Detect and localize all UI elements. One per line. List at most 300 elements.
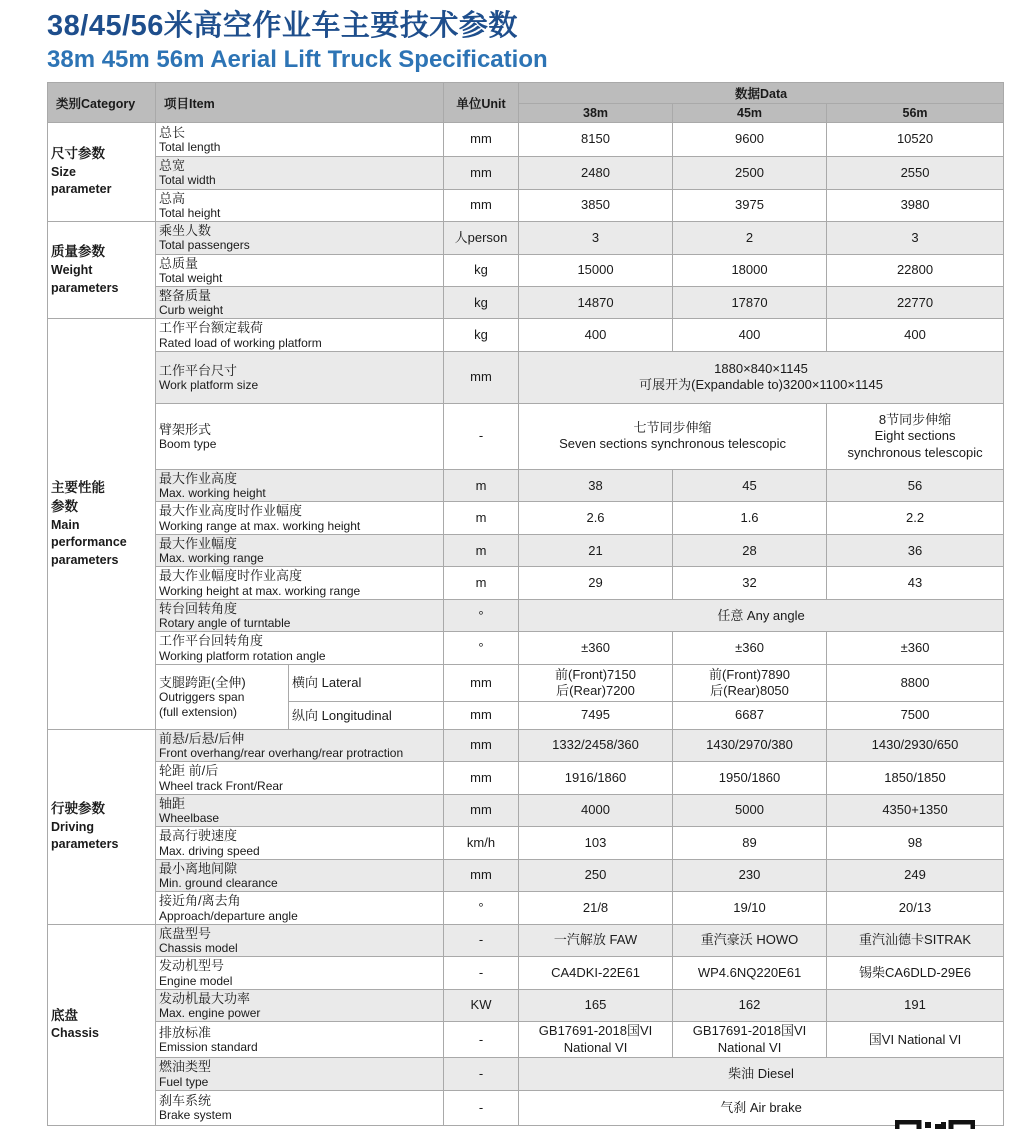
cell-text: Total passengers xyxy=(159,238,250,253)
unit-cell xyxy=(444,827,519,859)
table-row xyxy=(48,632,1004,664)
data-cell xyxy=(519,189,673,221)
cell-text: 2.6 xyxy=(586,510,605,526)
item-cell xyxy=(156,1022,444,1058)
cell-text: mm xyxy=(470,867,492,883)
cell-text: mm xyxy=(470,769,492,785)
cell-text: Work platform size xyxy=(159,378,259,393)
data-cell xyxy=(519,664,673,701)
category-cell xyxy=(48,222,156,319)
cell-text: - xyxy=(478,1065,484,1081)
data-cell xyxy=(519,469,673,501)
unit-cell xyxy=(444,1058,519,1090)
data-cell xyxy=(673,924,827,956)
data-cell xyxy=(519,632,673,664)
cell-text: 17870 xyxy=(731,294,768,310)
data-cell xyxy=(827,319,1004,351)
category-cell xyxy=(48,924,156,1125)
data-cell xyxy=(827,123,1004,157)
cell-text: ±360 xyxy=(581,639,610,655)
cell-text: Seven sections synchronous telescopic xyxy=(559,436,786,452)
data-cell xyxy=(673,701,827,729)
cell-text: 32 xyxy=(742,575,757,591)
data-cell xyxy=(519,222,673,254)
table-row xyxy=(48,403,1004,469)
table-row xyxy=(48,827,1004,859)
data-cell xyxy=(519,957,673,989)
header-category: 类别Category xyxy=(48,83,156,123)
cell-text: mm xyxy=(470,707,492,723)
cell-text: m xyxy=(475,477,487,493)
table-row xyxy=(48,664,1004,701)
cell-text: 气刹 Air brake xyxy=(720,1099,802,1115)
unit-cell xyxy=(444,157,519,189)
cell-text: 7500 xyxy=(900,707,930,723)
cell-text: 行驶参数 xyxy=(51,800,105,816)
item-cell xyxy=(156,502,444,534)
unit-cell xyxy=(444,701,519,729)
data-cell xyxy=(519,157,673,189)
cell-text: mm xyxy=(470,737,492,753)
cell-text: ° xyxy=(478,607,484,623)
cell-text: 1332/2458/360 xyxy=(552,737,639,753)
data-cell xyxy=(827,1022,1004,1058)
cell-text: 19/10 xyxy=(733,899,766,915)
data-cell xyxy=(827,957,1004,989)
cell-text: 191 xyxy=(904,997,926,1013)
cell-text: 柴油 Diesel xyxy=(728,1065,794,1081)
table-row xyxy=(48,892,1004,924)
data-cell xyxy=(519,254,673,286)
cell-text: 燃油类型 xyxy=(159,1059,212,1075)
cell-text: 总长 xyxy=(159,124,186,140)
cell-text: 重汽汕德卡SITRAK xyxy=(859,932,972,948)
cell-text: 8150 xyxy=(581,131,610,147)
item-cell xyxy=(156,664,289,729)
table-row xyxy=(48,286,1004,318)
cell-text: 七节同步伸缩 xyxy=(633,420,712,436)
data-cell xyxy=(827,502,1004,534)
cell-text: Rotary angle of turntable xyxy=(159,616,291,631)
table-row xyxy=(48,254,1004,286)
specification-table xyxy=(47,82,1004,1126)
cell-text: 103 xyxy=(584,834,607,850)
header-column-45m: 45m xyxy=(673,104,827,123)
cell-text: 轴距 xyxy=(159,795,186,811)
cell-text: 1916/1860 xyxy=(564,769,627,785)
cell-text: kg xyxy=(474,262,488,278)
unit-cell xyxy=(444,892,519,924)
data-cell xyxy=(827,701,1004,729)
cell-text: parameters xyxy=(51,837,119,852)
data-cell xyxy=(673,567,827,599)
data-cell xyxy=(519,123,673,157)
cell-text: parameters xyxy=(51,552,119,567)
cell-text: Size xyxy=(51,164,77,179)
unit-cell xyxy=(444,567,519,599)
table-row xyxy=(48,567,1004,599)
cell-text: ±360 xyxy=(735,639,764,655)
cell-text: Working height at max. working range xyxy=(159,583,361,598)
category-cell xyxy=(48,319,156,729)
data-cell xyxy=(827,762,1004,794)
cell-text: GB17691-2018国VI xyxy=(538,1023,653,1039)
cell-text: 最小离地间隙 xyxy=(159,860,238,876)
table-row xyxy=(48,319,1004,351)
cell-text: 重汽豪沃 HOWO xyxy=(700,932,799,948)
cell-text: Max. working range xyxy=(159,551,264,566)
unit-cell xyxy=(444,762,519,794)
cell-text: Fuel type xyxy=(159,1074,209,1089)
cell-text: 3850 xyxy=(581,197,610,213)
cell-text: 400 xyxy=(738,327,761,343)
cell-text: 底盘型号 xyxy=(159,925,212,941)
cell-text: 400 xyxy=(584,327,607,343)
unit-cell xyxy=(444,1090,519,1125)
item-cell xyxy=(156,1090,444,1125)
cell-text: 发动机最大功率 xyxy=(159,990,251,1006)
cell-text: Working range at max. working height xyxy=(159,518,361,533)
item-cell xyxy=(156,403,444,469)
cell-text: Chassis model xyxy=(159,941,238,956)
data-cell xyxy=(673,632,827,664)
cell-text: Front overhang/rear overhang/rear protraction xyxy=(159,746,404,761)
table-row xyxy=(48,989,1004,1021)
data-cell xyxy=(673,762,827,794)
cell-text: 7495 xyxy=(581,707,610,723)
item-cell xyxy=(156,859,444,891)
cell-text: Wheel track Front/Rear xyxy=(159,778,284,793)
cell-text: m xyxy=(475,510,487,526)
cell-text: WP4.6NQ220E61 xyxy=(697,964,802,980)
cell-text: 5000 xyxy=(735,802,764,818)
table-row xyxy=(48,534,1004,566)
cell-text: mm xyxy=(470,674,492,690)
cell-text: 质量参数 xyxy=(51,244,105,260)
data-cell xyxy=(673,794,827,826)
cell-text: ±360 xyxy=(900,639,930,655)
cell-text: 臂架形式 xyxy=(159,421,212,437)
item-cell xyxy=(156,469,444,501)
unit-cell xyxy=(444,957,519,989)
item-cell xyxy=(156,534,444,566)
cell-text: km/h xyxy=(466,834,496,850)
cell-text: Approach/departure angle xyxy=(159,908,298,923)
cell-text: mm xyxy=(470,369,492,385)
table-row xyxy=(48,957,1004,989)
title-block xyxy=(0,0,1028,75)
data-cell xyxy=(673,957,827,989)
cell-text: 10520 xyxy=(896,131,934,147)
page-title-english: 38m 45m 56m Aerial Lift Truck Specification xyxy=(47,46,548,74)
cell-text: Working platform rotation angle xyxy=(159,648,326,663)
table-row xyxy=(48,157,1004,189)
cell-text: 38 xyxy=(588,477,603,493)
cell-text: 45 xyxy=(742,477,757,493)
unit-cell xyxy=(444,599,519,631)
data-cell xyxy=(673,1022,827,1058)
cell-text: 21/8 xyxy=(582,899,609,915)
cell-text: Min. ground clearance xyxy=(159,876,278,891)
cell-text: 29 xyxy=(588,575,603,591)
data-cell xyxy=(673,989,827,1021)
cell-text: 43 xyxy=(907,575,923,591)
unit-cell xyxy=(444,351,519,403)
cell-text: 底盘 xyxy=(51,1007,78,1023)
cell-text: 36 xyxy=(907,542,923,558)
cell-text: 刹车系统 xyxy=(159,1092,212,1108)
cell-text: 后(Rear)8050 xyxy=(710,682,789,698)
data-cell xyxy=(673,123,827,157)
cell-text: Total weight xyxy=(159,270,223,285)
data-cell xyxy=(519,701,673,729)
cell-text: Total width xyxy=(159,173,216,188)
data-cell xyxy=(827,534,1004,566)
table-row xyxy=(48,222,1004,254)
cell-text: mm xyxy=(470,802,492,818)
data-cell xyxy=(519,1022,673,1058)
item-cell xyxy=(156,567,444,599)
table-row xyxy=(48,762,1004,794)
cell-text: 人person xyxy=(454,229,508,245)
data-cell xyxy=(519,319,673,351)
cell-text: 最大作业高度时作业幅度 xyxy=(159,503,303,519)
cell-text: mm xyxy=(470,197,492,213)
cell-text: 最大作业幅度时作业高度 xyxy=(159,568,303,584)
unit-cell xyxy=(444,319,519,351)
data-cell xyxy=(827,222,1004,254)
cell-text: 3975 xyxy=(735,197,764,213)
table-row xyxy=(48,502,1004,534)
cell-text: 56 xyxy=(907,477,923,493)
cell-text: 1430/2930/650 xyxy=(871,737,959,753)
page-title-chinese: 38/45/56米高空作业车主要技术参数 xyxy=(47,10,518,42)
data-cell xyxy=(827,632,1004,664)
cell-text: (full extension) xyxy=(159,704,238,719)
cell-text: Engine model xyxy=(159,973,233,988)
cell-text: 21 xyxy=(588,542,603,558)
data-cell xyxy=(519,827,673,859)
cell-text: Max. working height xyxy=(159,486,266,501)
cell-text: National VI xyxy=(717,1039,782,1055)
qr-code-icon xyxy=(895,1120,975,1129)
unit-cell xyxy=(444,1022,519,1058)
cell-text: ° xyxy=(478,639,484,655)
item-cell xyxy=(156,222,444,254)
data-cell xyxy=(519,892,673,924)
cell-text: 任意 Any angle xyxy=(717,607,805,623)
cell-text: 主要性能 xyxy=(51,480,105,496)
item-cell xyxy=(156,599,444,631)
table-row xyxy=(48,469,1004,501)
item-cell xyxy=(156,1058,444,1090)
data-cell xyxy=(673,729,827,761)
item-cell xyxy=(156,632,444,664)
cell-text: 162 xyxy=(738,997,761,1013)
unit-cell xyxy=(444,469,519,501)
data-cell xyxy=(673,664,827,701)
cell-text: - xyxy=(478,1099,484,1115)
data-cell xyxy=(519,534,673,566)
cell-text: 4000 xyxy=(581,802,610,818)
cell-text: parameter xyxy=(51,182,112,197)
cell-text: mm xyxy=(470,131,492,147)
cell-text: - xyxy=(478,964,484,980)
cell-text: 可展开为(Expandable to)3200×1100×1145 xyxy=(639,377,883,393)
cell-text: 前(Front)7150 xyxy=(555,666,636,682)
cell-text: 接近角/离去角 xyxy=(159,893,241,909)
cell-text: GB17691-2018国VI xyxy=(692,1023,807,1039)
data-cell xyxy=(827,189,1004,221)
unit-cell xyxy=(444,403,519,469)
unit-cell xyxy=(444,534,519,566)
item-cell xyxy=(156,892,444,924)
cell-text: Brake system xyxy=(159,1108,232,1123)
table-row xyxy=(48,1022,1004,1058)
cell-text: m xyxy=(475,575,487,591)
cell-text: Weight xyxy=(51,263,93,278)
table-row xyxy=(48,859,1004,891)
table-row xyxy=(48,924,1004,956)
unit-cell xyxy=(444,989,519,1021)
cell-text: 98 xyxy=(907,834,923,850)
cell-text: 整备质量 xyxy=(159,287,212,303)
data-cell xyxy=(827,892,1004,924)
cell-text: 89 xyxy=(742,834,757,850)
cell-text: 18000 xyxy=(731,262,768,278)
cell-text: 1850/1850 xyxy=(884,769,946,785)
cell-text: 2480 xyxy=(581,164,610,180)
table-header xyxy=(48,83,1004,123)
data-cell xyxy=(827,157,1004,189)
cell-text: 支腿跨距(全伸) xyxy=(159,675,246,691)
cell-text: Wheelbase xyxy=(159,811,220,826)
cell-text: Rated load of working platform xyxy=(159,335,322,350)
subitem-cell xyxy=(289,664,444,701)
cell-text: 28 xyxy=(742,542,757,558)
unit-cell xyxy=(444,794,519,826)
cell-text: synchronous telescopic xyxy=(847,444,983,460)
cell-text: Chassis xyxy=(51,1026,99,1041)
data-cell xyxy=(519,859,673,891)
cell-text: 总质量 xyxy=(159,255,199,271)
category-cell xyxy=(48,729,156,924)
cell-text: kg xyxy=(474,327,488,343)
cell-text: Curb weight xyxy=(159,303,224,318)
cell-text: 2 xyxy=(745,229,754,245)
cell-text: 1430/2970/380 xyxy=(706,737,793,753)
cell-text: National VI xyxy=(563,1039,628,1055)
data-cell xyxy=(673,189,827,221)
cell-text: 3980 xyxy=(900,197,930,213)
table-body xyxy=(48,123,1004,1126)
cell-text: 9600 xyxy=(735,131,764,147)
data-cell xyxy=(519,924,673,956)
data-cell xyxy=(673,859,827,891)
cell-text: 22800 xyxy=(896,262,934,278)
data-cell xyxy=(673,319,827,351)
cell-text: Outriggers span xyxy=(159,690,245,705)
data-cell xyxy=(827,403,1004,469)
item-cell xyxy=(156,957,444,989)
cell-text: 纵向 Longitudinal xyxy=(292,707,392,723)
cell-text: 乘坐人数 xyxy=(159,223,212,239)
subitem-cell xyxy=(289,701,444,729)
cell-text: - xyxy=(478,428,484,444)
cell-text: 20/13 xyxy=(898,899,932,915)
cell-text: CA4DKI-22E61 xyxy=(551,964,640,980)
cell-text: Max. driving speed xyxy=(159,843,260,858)
data-cell xyxy=(519,502,673,534)
cell-text: Total height xyxy=(159,205,221,220)
cell-text: 249 xyxy=(904,867,926,883)
cell-text: 转台回转角度 xyxy=(159,600,238,616)
item-cell xyxy=(156,157,444,189)
cell-text: 6687 xyxy=(735,707,764,723)
cell-text: 发动机型号 xyxy=(159,958,225,974)
cell-text: 8800 xyxy=(900,674,930,690)
item-cell xyxy=(156,794,444,826)
cell-text: ° xyxy=(478,899,484,915)
item-cell xyxy=(156,729,444,761)
cell-text: 1950/1860 xyxy=(718,769,781,785)
data-cell xyxy=(673,827,827,859)
category-cell xyxy=(48,123,156,222)
header-row-top xyxy=(48,83,1004,104)
cell-text: 总高 xyxy=(159,190,186,206)
data-cell xyxy=(827,729,1004,761)
cell-text: Boom type xyxy=(159,437,217,452)
data-cell xyxy=(519,599,1004,631)
unit-cell xyxy=(444,254,519,286)
table-row xyxy=(48,794,1004,826)
cell-text: 前(Front)7890 xyxy=(709,666,790,682)
data-cell xyxy=(519,567,673,599)
item-cell xyxy=(156,286,444,318)
data-cell xyxy=(827,664,1004,701)
item-cell xyxy=(156,319,444,351)
data-cell xyxy=(673,534,827,566)
data-cell xyxy=(827,989,1004,1021)
data-cell xyxy=(519,403,827,469)
cell-text: kg xyxy=(474,294,488,310)
cell-text: 工作平台回转角度 xyxy=(159,633,264,649)
table-row xyxy=(48,189,1004,221)
data-cell xyxy=(827,567,1004,599)
data-cell xyxy=(519,729,673,761)
item-cell xyxy=(156,924,444,956)
data-cell xyxy=(673,892,827,924)
item-cell xyxy=(156,254,444,286)
unit-cell xyxy=(444,924,519,956)
cell-text: 4350+1350 xyxy=(882,802,948,818)
data-cell xyxy=(827,924,1004,956)
cell-text: 3 xyxy=(911,229,919,245)
unit-cell xyxy=(444,729,519,761)
data-cell xyxy=(519,286,673,318)
data-cell xyxy=(673,254,827,286)
data-cell xyxy=(519,794,673,826)
table-row xyxy=(48,1090,1004,1125)
item-cell xyxy=(156,989,444,1021)
cell-text: m xyxy=(475,542,487,558)
cell-text: 165 xyxy=(584,997,607,1013)
cell-text: 400 xyxy=(904,327,926,343)
header-item: 项目Item xyxy=(156,83,444,123)
table-row xyxy=(48,123,1004,157)
data-cell xyxy=(673,222,827,254)
cell-text: KW xyxy=(470,997,492,1013)
